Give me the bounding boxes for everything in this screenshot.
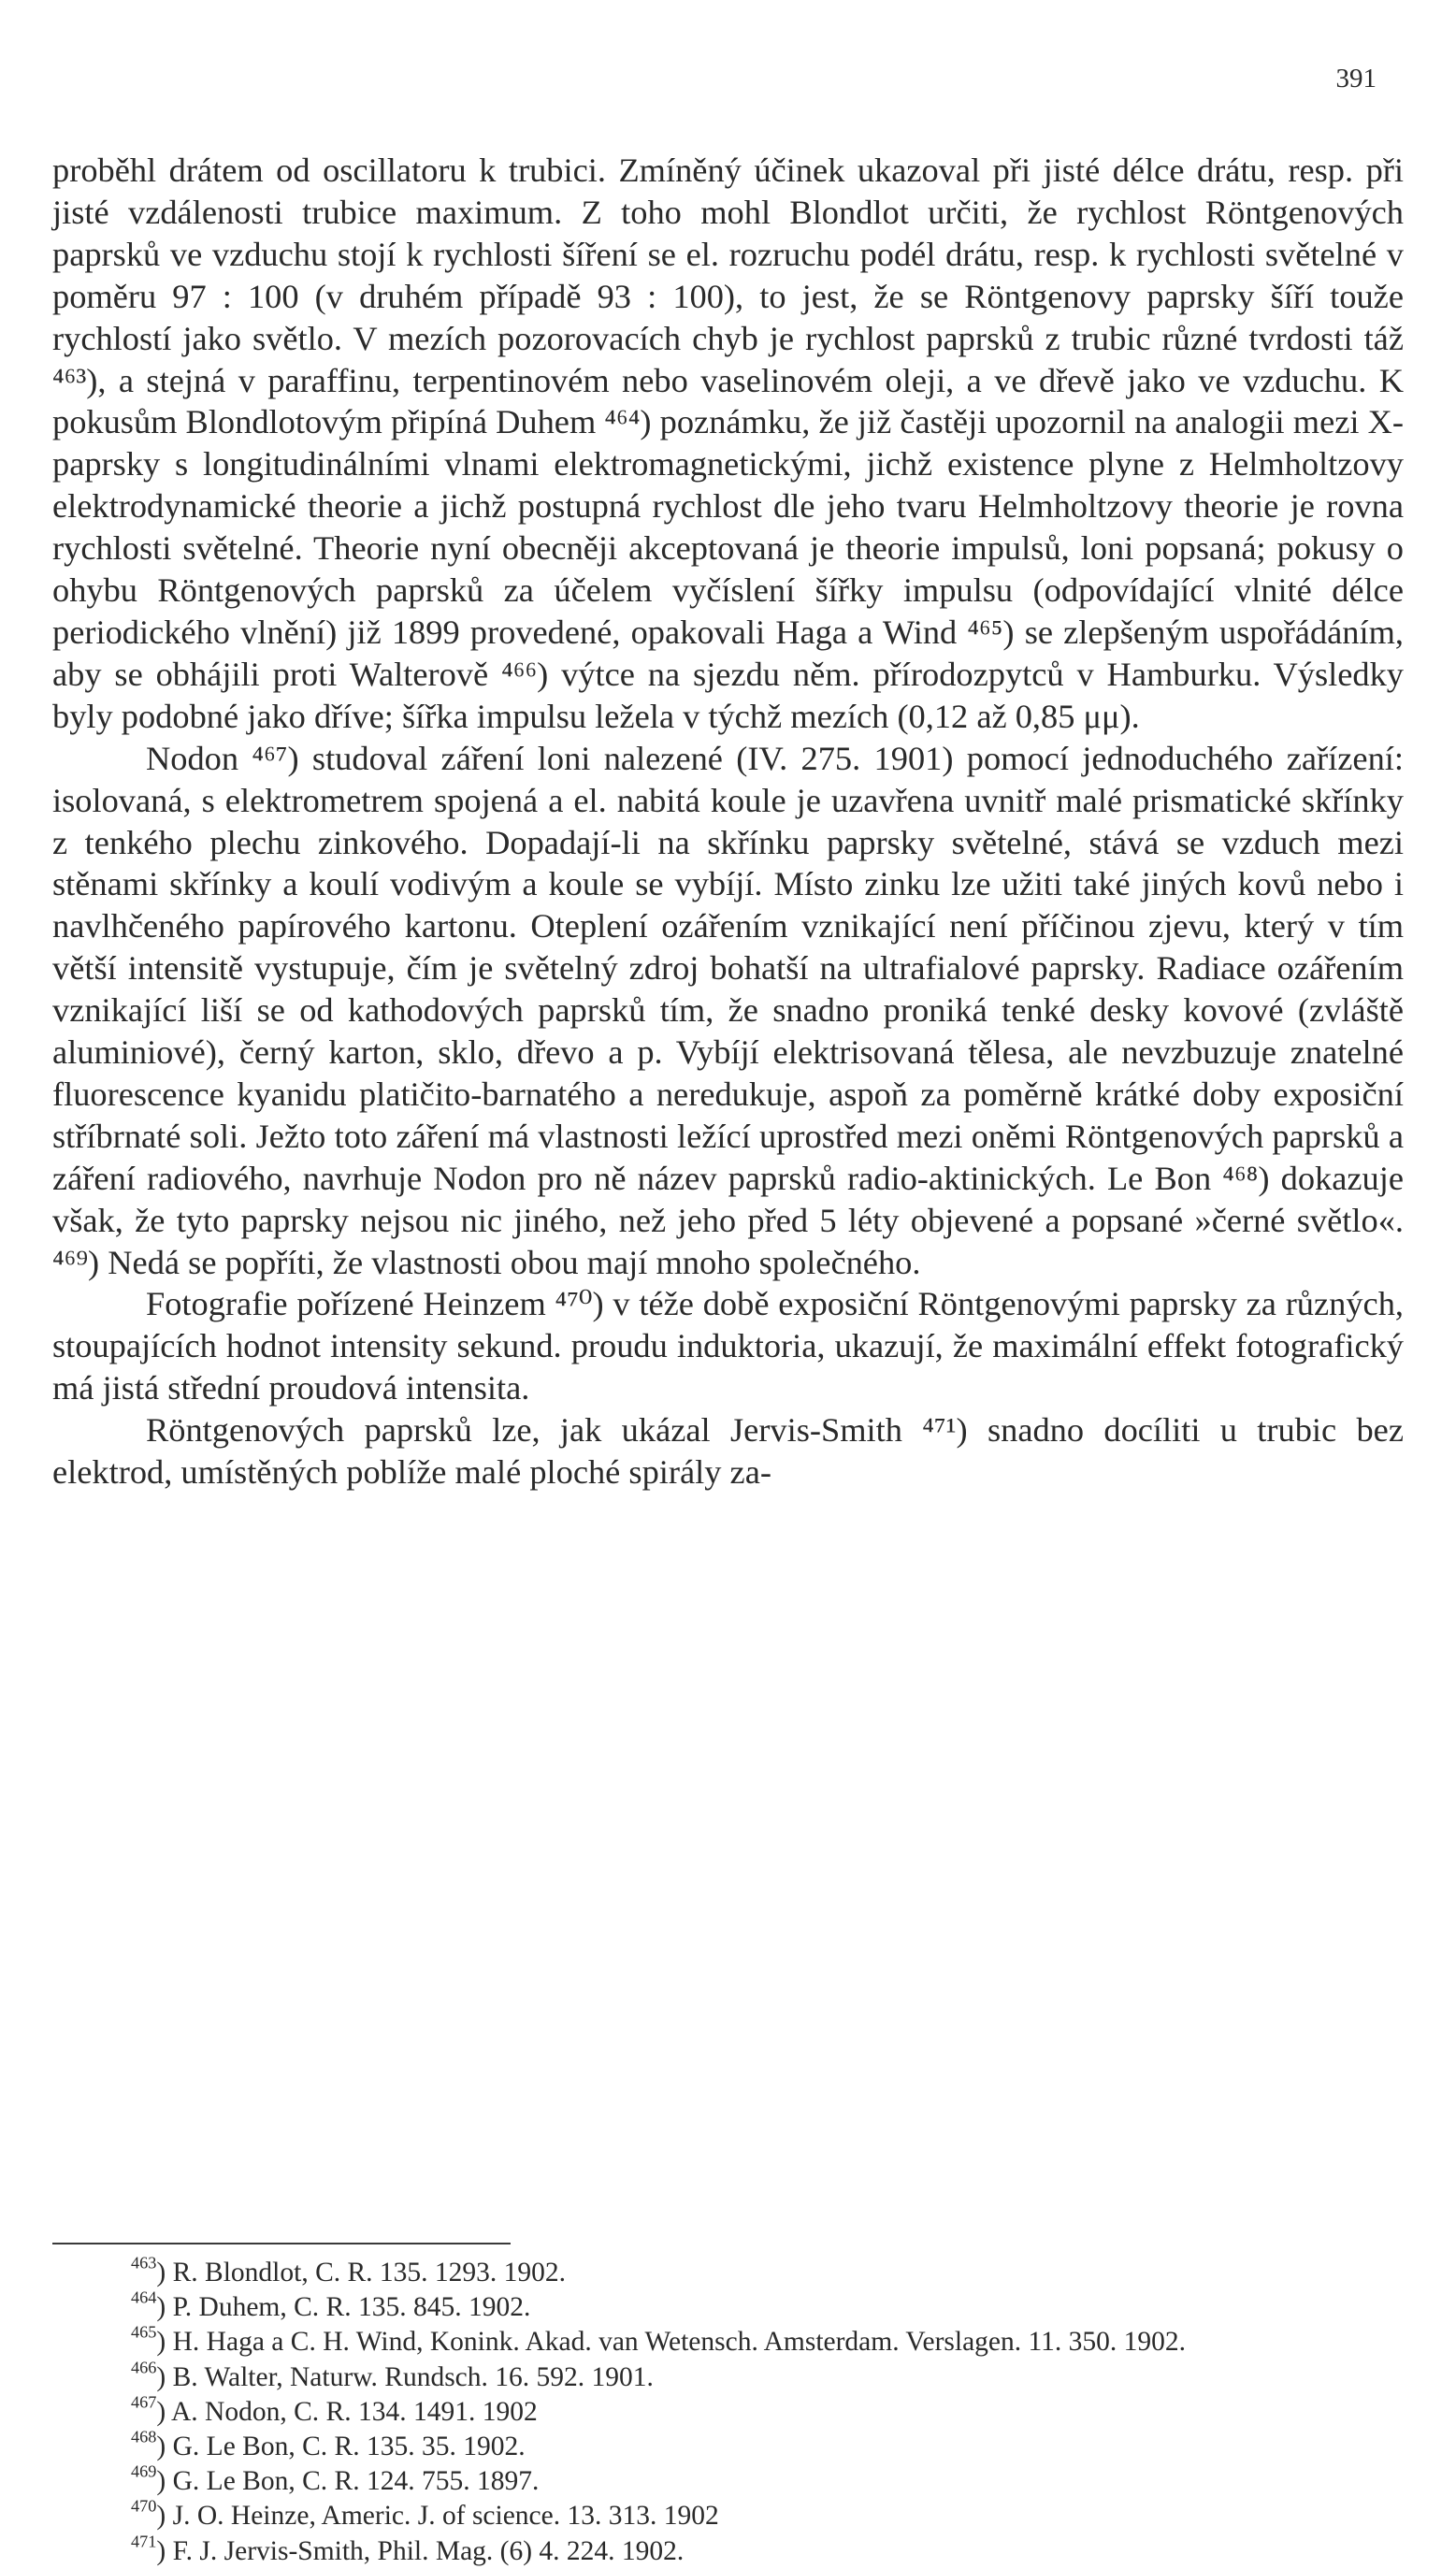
footnote-number: 468 bbox=[131, 2427, 157, 2446]
footnote-number: 469 bbox=[131, 2461, 157, 2481]
footnote-text: H. Haga a C. H. Wind, Konink. Akad. van Wetensch. Amsterdam. Verslagen. 11. 350. 1902. bbox=[172, 2327, 1187, 2358]
footnote-number: 465 bbox=[131, 2322, 157, 2342]
page-number: 391 bbox=[1335, 64, 1377, 94]
footnote: $^{464}$) P. Duhem, C. R. 135. 845. 1902. bbox=[131, 2288, 531, 2323]
paragraph: Nodon ⁴⁶⁷) studoval záření loni nalezené (IV. 275. 1901) pomocí jednoduchého zařízení: isolovaná, s elektrometrem spojená a el. nabitá koule je uzavřena uvnitř malé prismatické skřínky z tenkého plechu zinkového. Dopadají-li na skřínku paprsky světelné, stává se vzduch mezi stěnami skřínky a koulí vodivým a koule se vybíjí. Místo zinku lze užiti také jiných kovů nebo i navlhčeného papírového kartonu. Oteplení ozářením vznikající není příčinou zjevu, který v tím větší intensitě vystupuje, čím je světelný zdroj bohatší na ultrafialové paprsky. Radiace ozářením vznikající liší se od kathodových paprsků tím, že snadno proniká tenké desky kovové (zvláště aluminiové), černý karton, sklo, dřevo a p. Vybíjí elektrisovaná tělesa, ale nevzbuzuje znatelné fluorescence kyanidu platičito-barnatého a neredukuje, aspoň za poměrně krátké doby exposiční stříbrnaté soli. Ježto toto záření má vlastnosti ležící uprostřed mezi oněmi Röntgenových paprsků a záření radiového, navrhuje Nodon pro ně název paprsků radio-aktinických. Le Bon ⁴⁶⁸) dokazuje však, že tyto paprsky nejsou nic jiného, než jeho před 5 léty objevené a popsané »černé světlo«. ⁴⁶⁹) Nedá se popříti, že vlastnosti obou mají mnoho společného. bbox=[52, 739, 1404, 1281]
footnote-text: F. J. Jervis-Smith, Phil. Mag. (6) 4. 224. 1902. bbox=[172, 2535, 685, 2566]
footnote-text: G. Le Bon, C. R. 135. 35. 1902. bbox=[172, 2432, 526, 2462]
footnote: $^{470}$) J. O. Heinze, Americ. J. of science. 13. 313. 1902 bbox=[131, 2496, 719, 2532]
footnote-number: 470 bbox=[131, 2496, 157, 2516]
footnote: $^{465}$) H. Haga a C. H. Wind, Konink. Akad. van Wetensch. Amsterdam. Verslagen. 11. 350. 1902. bbox=[131, 2322, 1187, 2358]
body-text bbox=[52, 150, 1404, 1494]
paragraph: proběhl drátem od oscillatoru k trubici. Zmíněný účinek ukazoval při jisté délce drátu, resp. při jisté vzdálenosti trubice maximum. Z toho mohl Blondlot určiti, že rychlost Röntgenových paprsků ve vzduchu stojí k rychlosti šíření se el. rozruchu podél drátu, resp. k rychlosti světelné v poměru 97 : 100 (v druhém případě 93 : 100), to jest, že se Röntgenovy paprsky šíří touže rychlostí jako světlo. V mezích pozorovacích chyb je rychlost paprsků z trubic různé tvrdosti táž ⁴⁶³), a stejná v paraffinu, terpentinovém nebo vaselinovém oleji, a ve dřevě jako ve vzduchu. K pokusům Blondlotovým připíná Duhem ⁴⁶⁴) poznámku, že již častěji upozornil na analogii mezi X-paprsky s longitudinálními vlnami elektromagnetickými, jichž existence plyne z Helmholtzovy elektrodynamické theorie a jichž postupná rychlost dle jeho tvaru Helmholtzovy theorie je rovna rychlosti světelné. Theorie nyní obecněji akceptovaná je theorie impulsů, loni popsaná; pokusy o ohybu Röntgenových paprsků za účelem vyčíslení šířky impulsu (odpovídající vlnité délce periodického vlnění) již 1899 provedené, opakovali Haga a Wind ⁴⁶⁵) se zlepšeným uspořádáním, aby se obhájili proti Walterově ⁴⁶⁶) výtce na sjezdu něm. přírodozpytců v Hamburku. Výsledky byly podobné jako dříve; šířka impulsu ležela v týchž mezích (0,12 až 0,85 μμ). bbox=[52, 152, 1404, 735]
footnote: $^{468}$) G. Le Bon, C. R. 135. 35. 1902. bbox=[131, 2427, 526, 2462]
footnotes bbox=[52, 2253, 1404, 2569]
footnote-text: P. Duhem, C. R. 135. 845. 1902. bbox=[172, 2292, 531, 2323]
footnote-text: B. Walter, Naturw. Rundsch. 16. 592. 1901. bbox=[172, 2361, 654, 2392]
footnote-text: A. Nodon, C. R. 134. 1491. 1902 bbox=[171, 2396, 538, 2427]
footnote-text: J. O. Heinze, Americ. J. of science. 13. 313. 1902 bbox=[172, 2501, 719, 2532]
footnote: $^{467}$) A. Nodon, C. R. 134. 1491. 1902 bbox=[131, 2392, 538, 2427]
paragraph: Röntgenových paprsků lze, jak ukázal Jervis-Smith ⁴⁷¹) snadno docíliti u trubic bez elektrod, umístěných poblíže malé ploché spirály za- bbox=[52, 1411, 1404, 1492]
footnote-text: R. Blondlot, C. R. 135. 1293. 1902. bbox=[172, 2258, 567, 2288]
footnote-number: 463 bbox=[131, 2253, 157, 2273]
footnote: $^{463}$) R. Blondlot, C. R. 135. 1293. 1902. bbox=[131, 2253, 567, 2288]
footnote: $^{471}$) F. J. Jervis-Smith, Phil. Mag. (6) 4. 224. 1902. bbox=[131, 2531, 685, 2566]
footnote-number: 466 bbox=[131, 2357, 157, 2376]
footnote-number: 467 bbox=[131, 2392, 157, 2412]
footnote-divider bbox=[52, 2243, 511, 2244]
footnote-number: 471 bbox=[131, 2531, 157, 2550]
footnote-number: 464 bbox=[131, 2288, 157, 2307]
paragraph: Fotografie pořízené Heinzem ⁴⁷⁰) v téže době exposiční Röntgenovými paprsky za různých, stoupajících hodnot intensity sekund. proudu induktoria, ukazují, že maximální effekt fotografický má jistá střední proudová intensita. bbox=[52, 1285, 1404, 1407]
footnote-text: G. Le Bon, C. R. 124. 755. 1897. bbox=[172, 2466, 540, 2497]
footnote: $^{466}$) B. Walter, Naturw. Rundsch. 16. 592. 1901. bbox=[131, 2357, 654, 2392]
footnote: $^{469}$) G. Le Bon, C. R. 124. 755. 1897. bbox=[131, 2461, 540, 2497]
